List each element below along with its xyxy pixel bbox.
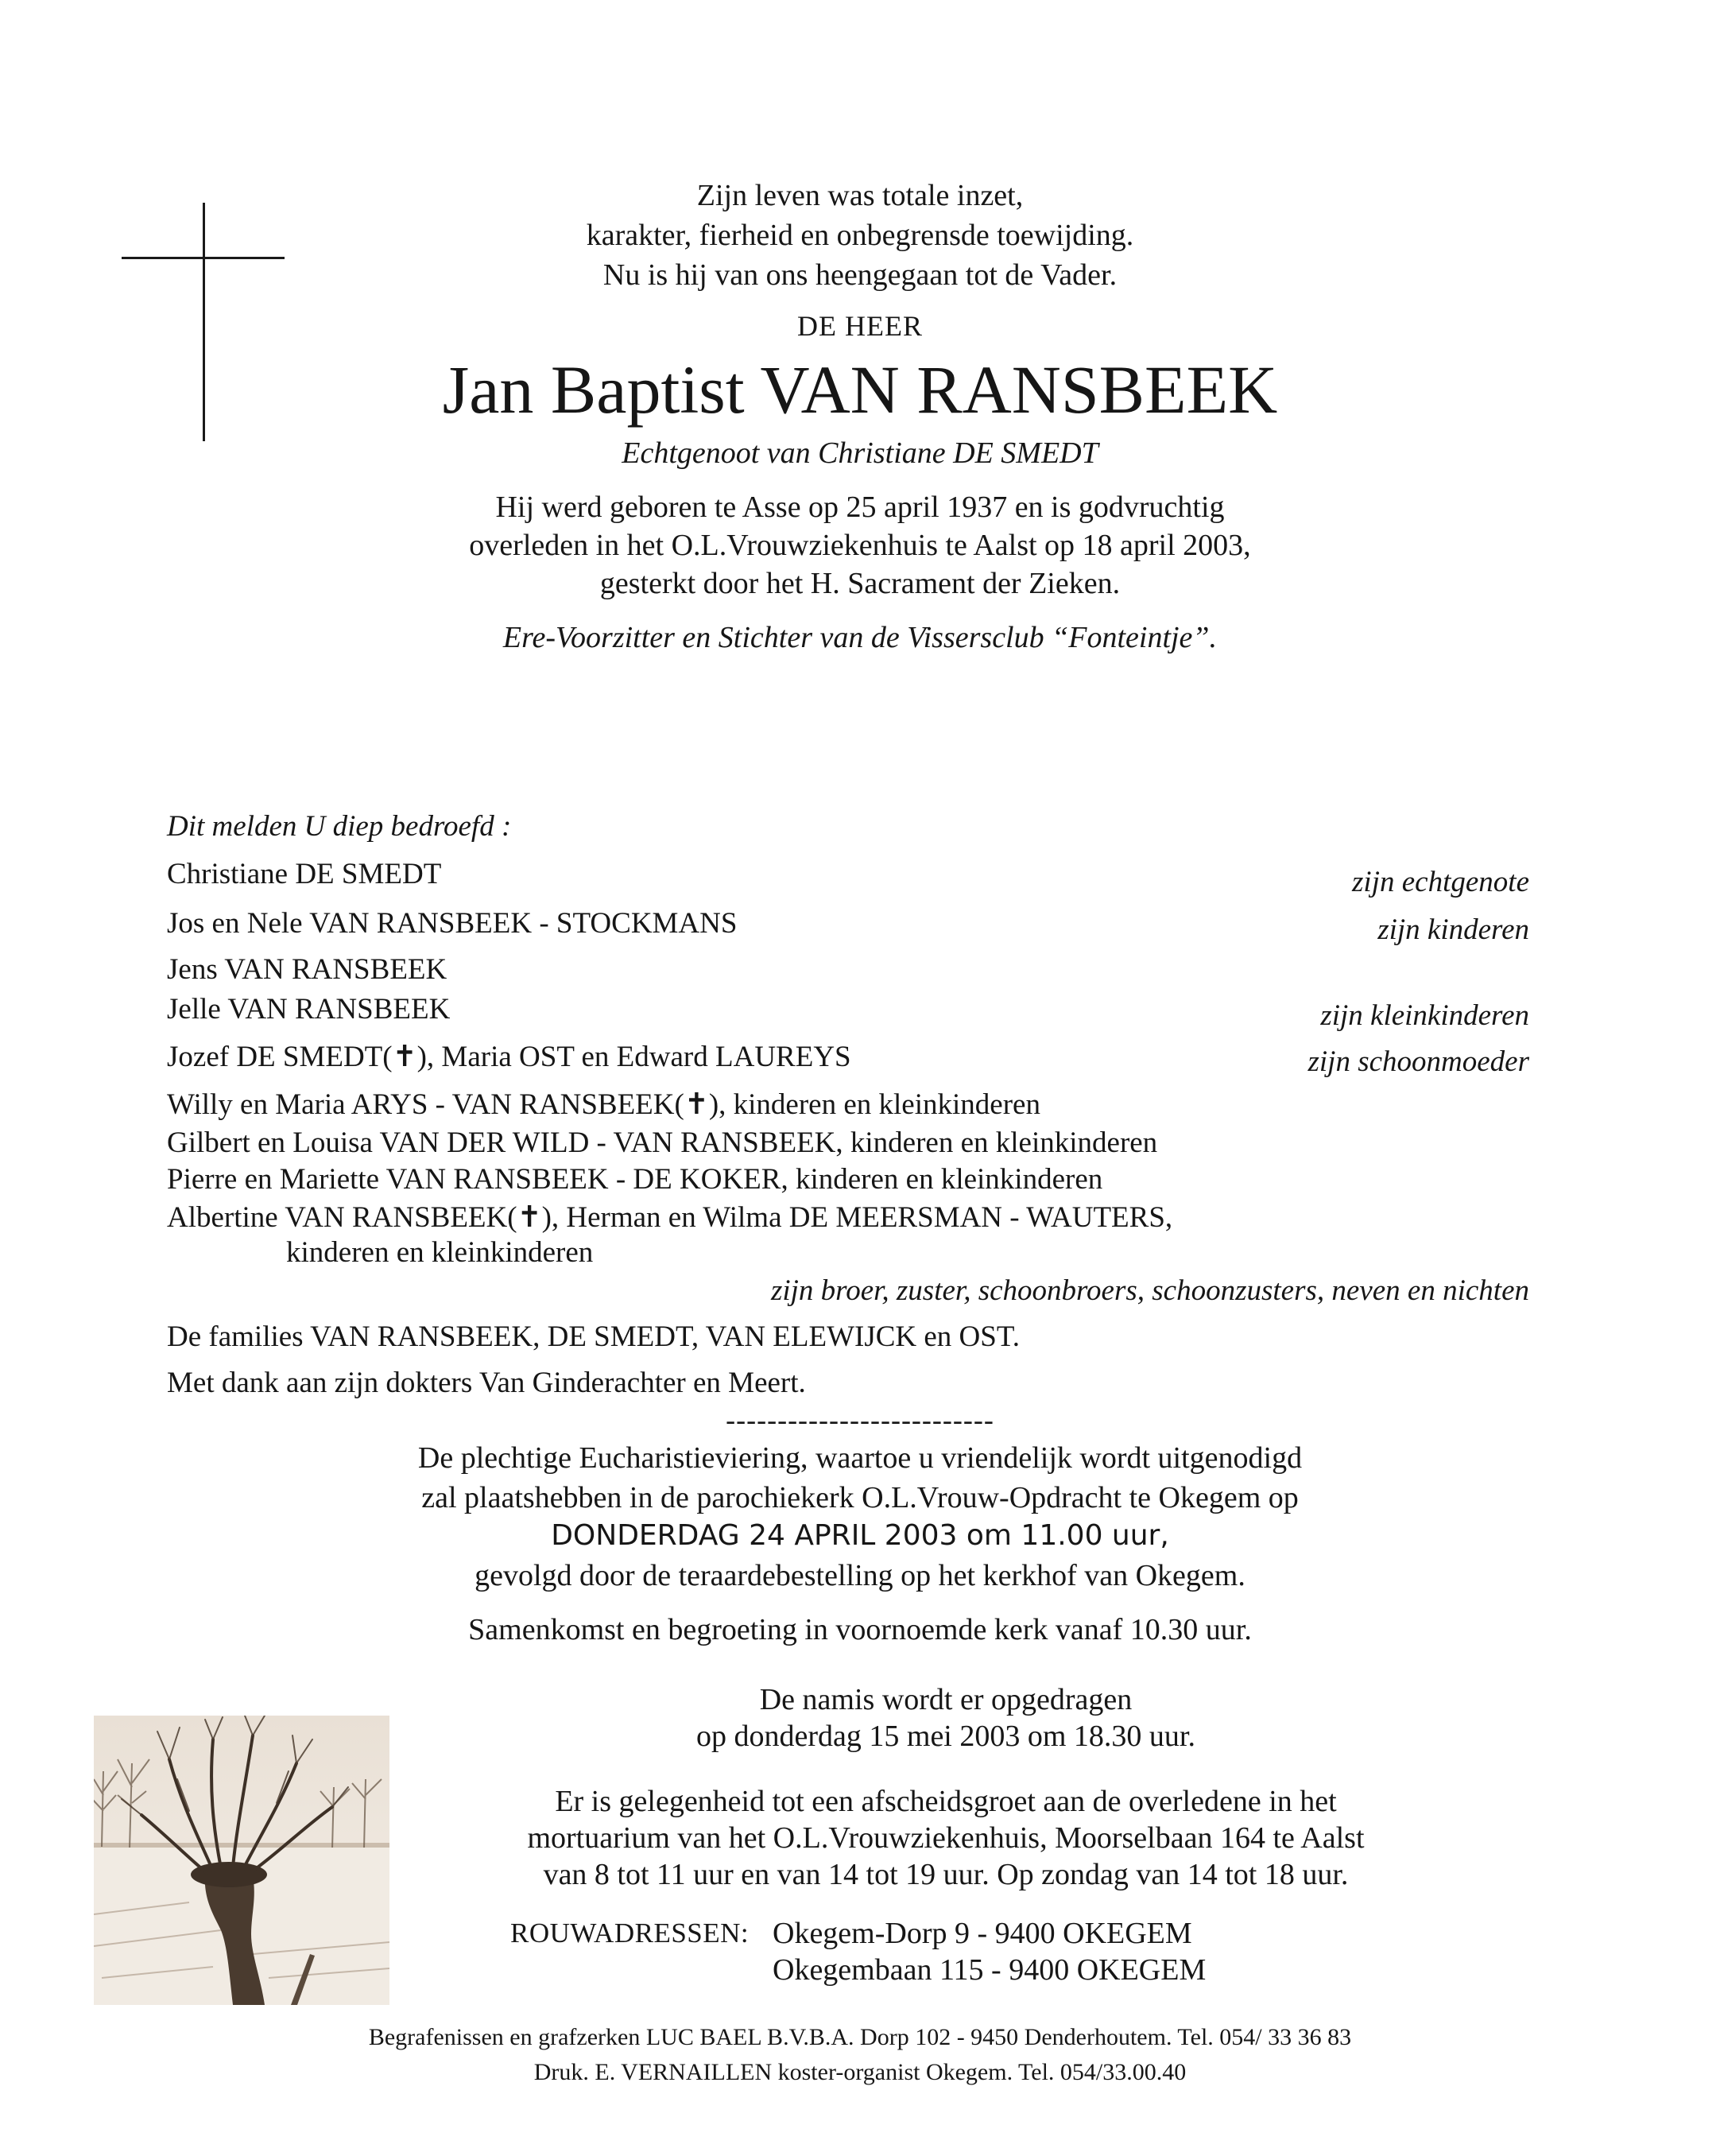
family-spouse: Christiane DE SMEDT bbox=[167, 858, 442, 890]
ceremony-date: DONDERDAG 24 APRIL 2003 om 11.00 uur, bbox=[551, 1519, 1169, 1552]
family-families: De families VAN RANSBEEK, DE SMEDT, VAN ELEWIJCK en OST. bbox=[167, 1320, 1020, 1353]
footer-line-1: Begrafenissen en grafzerken LUC BAEL B.V.B.A. Dorp 102 - 9450 Denderhoutem. Tel. 054/ 33 36 83 bbox=[368, 2024, 1352, 2050]
family-sibling-4-cont: kinderen en kleinkinderen bbox=[286, 1236, 594, 1269]
family-inlaws: Jozef DE SMEDT(✝), Maria OST en Edward LAUREYS bbox=[167, 1041, 851, 1073]
bio-line-2: overleden in het O.L.Vrouwziekenhuis te Aalst op 18 april 2003, bbox=[469, 529, 1251, 562]
family-sibling-3: Pierre en Mariette VAN RANSBEEK - DE KOKER, kinderen en kleinkinderen bbox=[167, 1163, 1103, 1196]
family-siblings-role: zijn broer, zuster, schoonbroers, schoonzusters, neven en nichten bbox=[770, 1274, 1529, 1307]
family-thanks: Met dank aan zijn dokters Van Ginderachter en Meert. bbox=[167, 1367, 806, 1399]
poem-line-2: karakter, fierheid en onbegrensde toewijding. bbox=[586, 219, 1134, 252]
address-2: Okegembaan 115 - 9400 OKEGEM bbox=[773, 1953, 1207, 1987]
family-grandchild-2: Jelle VAN RANSBEEK bbox=[167, 993, 451, 1026]
family-sibling-1: Willy en Maria ARYS - VAN RANSBEEK(✝), kinderen en kleinkinderen bbox=[167, 1088, 1040, 1121]
family-sibling-2: Gilbert en Louisa VAN DER WILD - VAN RANSBEEK, kinderen en kleinkinderen bbox=[167, 1126, 1158, 1159]
address-1: Okegem-Dorp 9 - 9400 OKEGEM bbox=[773, 1917, 1192, 1950]
family-spouse-role: zijn echtgenote bbox=[1352, 866, 1529, 898]
addresses-label: ROUWADRESSEN: bbox=[510, 1918, 750, 1949]
memorial-line-2: op donderdag 15 mei 2003 om 18.30 uur. bbox=[696, 1720, 1195, 1753]
ceremony-line-2: zal plaatshebben in de parochiekerk O.L.Vrouw-Opdracht te Okegem op bbox=[421, 1481, 1299, 1514]
family-sibling-4: Albertine VAN RANSBEEK(✝), Herman en Wilma DE MEERSMAN - WAUTERS, bbox=[167, 1201, 1173, 1234]
farewell-line-1: Er is gelegenheid tot een afscheidsgroet aan de overledene in het bbox=[555, 1785, 1337, 1818]
deceased-name: Jan Baptist VAN RANSBEEK bbox=[442, 351, 1278, 428]
ceremony-line-3: gevolgd door de teraardebestelling op het kerkhof van Okegem. bbox=[475, 1559, 1245, 1592]
announce-intro: Dit melden U diep bedroefd : bbox=[167, 810, 512, 843]
bio-line-1: Hij werd geboren te Asse op 25 april 1937 en is godvruchtig bbox=[495, 491, 1225, 524]
footer-line-2: Druk. E. VERNAILLEN koster-organist Okegem. Tel. 054/33.00.40 bbox=[533, 2059, 1187, 2085]
spouse-line: Echtgenoot van Christiane DE SMEDT bbox=[622, 436, 1098, 470]
ceremony-gathering: Samenkomst en begroeting in voornoemde kerk vanaf 10.30 uur. bbox=[468, 1613, 1252, 1646]
family-grandchild-1: Jens VAN RANSBEEK bbox=[167, 953, 447, 986]
bio-line-3: gesterkt door het H. Sacrament der Zieken. bbox=[599, 567, 1121, 600]
family-grandchildren-role: zijn kleinkinderen bbox=[1320, 999, 1529, 1032]
farewell-line-3: van 8 tot 11 uur en van 14 tot 19 uur. Op zondag van 14 tot 18 uur. bbox=[543, 1858, 1349, 1891]
ceremony-line-1: De plechtige Eucharistieviering, waartoe u vriendelijk wordt uitgenodigd bbox=[417, 1441, 1303, 1475]
poem-line-3: Nu is hij van ons heengegaan tot de Vader. bbox=[602, 258, 1118, 292]
family-children: Jos en Nele VAN RANSBEEK - STOCKMANS bbox=[167, 907, 738, 940]
farewell-line-2: mortuarium van het O.L.Vrouwziekenhuis, Moorselbaan 164 te Aalst bbox=[527, 1821, 1365, 1855]
separator: -------------------------- bbox=[726, 1404, 994, 1436]
title-prefix: DE HEER bbox=[797, 310, 923, 342]
memorial-line-1: De namis wordt er opgedragen bbox=[759, 1683, 1133, 1716]
honor-line: Ere-Voorzitter en Stichter van de Vissersclub “Fonteintje”. bbox=[502, 621, 1218, 654]
poem-line-1: Zijn leven was totale inzet, bbox=[696, 179, 1024, 212]
willow-tree-photo bbox=[94, 1716, 389, 2005]
family-inlaws-role: zijn schoonmoeder bbox=[1307, 1045, 1529, 1078]
family-children-role: zijn kinderen bbox=[1377, 913, 1529, 946]
